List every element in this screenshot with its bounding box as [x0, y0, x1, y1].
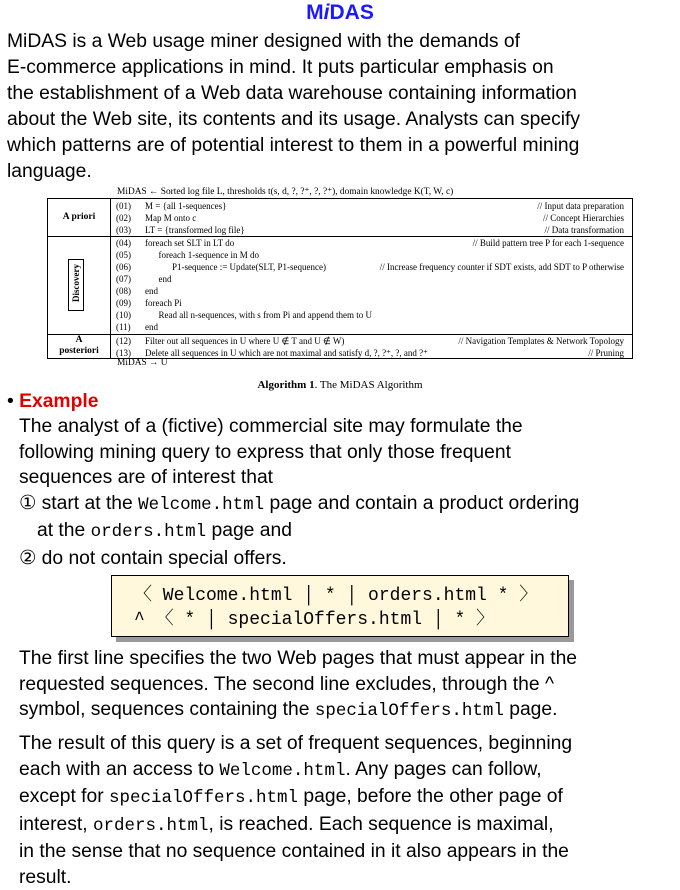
- explain-paragraph: [19, 646, 677, 725]
- algorithm-row: [48, 335, 632, 347]
- row-comment: // Build pattern tree P for each 1-sequence: [473, 237, 624, 249]
- row-number: (04): [116, 237, 131, 249]
- query-box: [111, 575, 569, 637]
- algorithm-row: [48, 212, 632, 224]
- algorithm-row: [48, 200, 632, 212]
- algorithm-table: [47, 198, 633, 359]
- row-number: (10): [116, 309, 131, 321]
- result-line: each with an access to Welcome.html. Any pages can follow,: [19, 757, 677, 785]
- row-number: (09): [116, 297, 131, 309]
- row-code: foreach Pi: [145, 297, 182, 309]
- section-label-aposteriori: A posteriori: [48, 335, 110, 357]
- row-number: (08): [116, 285, 131, 297]
- row-number: (12): [116, 335, 131, 347]
- query-line-2: ^ 〈 * │ specialOffers.html │ * 〉: [134, 608, 590, 632]
- row-number: (11): [116, 321, 131, 333]
- algorithm-row: [48, 297, 632, 309]
- row-comment: // Increase frequency counter if SDT exists, add SDT to P otherwise: [380, 261, 624, 273]
- intro-line: E-commerce applications in mind. It puts particular emphasis on: [7, 55, 675, 81]
- algorithm-footer: MiDAS → U: [117, 358, 168, 368]
- algorithm-row: [48, 285, 632, 297]
- page-title: MiDAS: [0, 1, 680, 25]
- row-number: (03): [116, 224, 131, 236]
- row-comment: // Data transformation: [545, 224, 624, 236]
- intro-line: MiDAS is a Web usage miner designed with the demands of: [7, 29, 675, 55]
- algorithm-caption: Algorithm 1. The MiDAS Algorithm: [0, 379, 680, 391]
- algorithm-row: [48, 309, 632, 321]
- intro-line: about the Web site, its contents and its usage. Analysts can specify: [7, 107, 675, 133]
- result-line: The result of this query is a set of frequent sequences, beginning: [19, 731, 677, 757]
- example-paragraph: [19, 414, 677, 571]
- intro-paragraph: [7, 29, 675, 185]
- example-heading: • Example: [7, 390, 98, 414]
- result-line: in the sense that no sequence contained in it also appears in the: [19, 839, 677, 865]
- row-number: (05): [116, 249, 131, 261]
- row-number: (13): [116, 347, 131, 359]
- row-code: foreach set SLT in LT do: [145, 237, 234, 249]
- intro-line: the establishment of a Web data warehouse containing information: [7, 81, 675, 107]
- row-code: Filter out all sequences in U where U ∉ T and U ∉ W): [145, 335, 344, 347]
- row-number: (07): [116, 273, 131, 285]
- example-line: sequences are of interest that: [19, 465, 677, 491]
- row-code: Delete all sequences in U which are not maximal and satisfy d, ?, ?⁺, ?, and ?⁺: [145, 347, 428, 359]
- row-code: Read all n-sequences, with s from Pi and append them to U: [145, 309, 372, 321]
- row-code: end: [145, 321, 158, 333]
- explain-line: requested sequences. The second line excludes, through the ^: [19, 672, 677, 698]
- example-item-2: ② do not contain special offers.: [19, 546, 677, 572]
- row-code: M = {all 1-sequences}: [145, 200, 226, 212]
- algorithm-row: [48, 273, 632, 285]
- row-number: (01): [116, 200, 131, 212]
- query-line-1: 〈 Welcome.html │ * │ orders.html * 〉: [134, 584, 590, 608]
- row-code: foreach 1-sequence in M do: [145, 249, 259, 261]
- example-line: following mining query to express that only those frequent: [19, 440, 677, 466]
- row-code: P1-sequence := Update(SLT, P1-sequence): [145, 261, 326, 273]
- section-label-discovery: Discovery: [68, 259, 84, 311]
- algorithm-row: [48, 261, 632, 273]
- row-number: (06): [116, 261, 131, 273]
- intro-line: which patterns are of potential interest to them in a powerful mining: [7, 133, 675, 159]
- row-code: LT = {transformed log file}: [145, 224, 245, 236]
- section-label-apriori: A priori: [48, 212, 110, 222]
- algorithm-header: MiDAS ← Sorted log file L, thresholds t(s, d, ?, ?⁺, ?, ?⁺), domain knowledge K(T, W, c): [117, 186, 453, 197]
- explain-line: symbol, sequences containing the specialOffers.html page.: [19, 697, 677, 725]
- row-code: Map M onto c: [145, 212, 196, 224]
- example-line: The analyst of a (fictive) commercial site may formulate the: [19, 414, 677, 440]
- result-line: result.: [19, 865, 677, 890]
- algorithm-row: [48, 249, 632, 261]
- algorithm-row: [48, 224, 632, 236]
- example-item-1-cont: at the orders.html page and: [19, 518, 677, 546]
- row-comment: // Pruning: [588, 347, 624, 359]
- row-comment: // Input data preparation: [537, 200, 624, 212]
- example-item-1: ① start at the Welcome.html page and contain a product ordering: [19, 491, 677, 519]
- row-comment: // Navigation Templates & Network Topology: [458, 335, 624, 347]
- explain-line: The first line specifies the two Web pages that must appear in the: [19, 646, 677, 672]
- row-number: (02): [116, 212, 131, 224]
- row-comment: // Concept Hierarchies: [543, 212, 624, 224]
- intro-line: language.: [7, 159, 675, 185]
- row-code: end: [145, 285, 158, 297]
- result-paragraph: [19, 731, 677, 890]
- algorithm-row: [48, 321, 632, 333]
- result-line: except for specialOffers.html page, before the other page of: [19, 784, 677, 812]
- result-line: interest, orders.html, is reached. Each sequence is maximal,: [19, 812, 677, 840]
- algorithm-row: [48, 237, 632, 249]
- row-code: end: [145, 273, 172, 285]
